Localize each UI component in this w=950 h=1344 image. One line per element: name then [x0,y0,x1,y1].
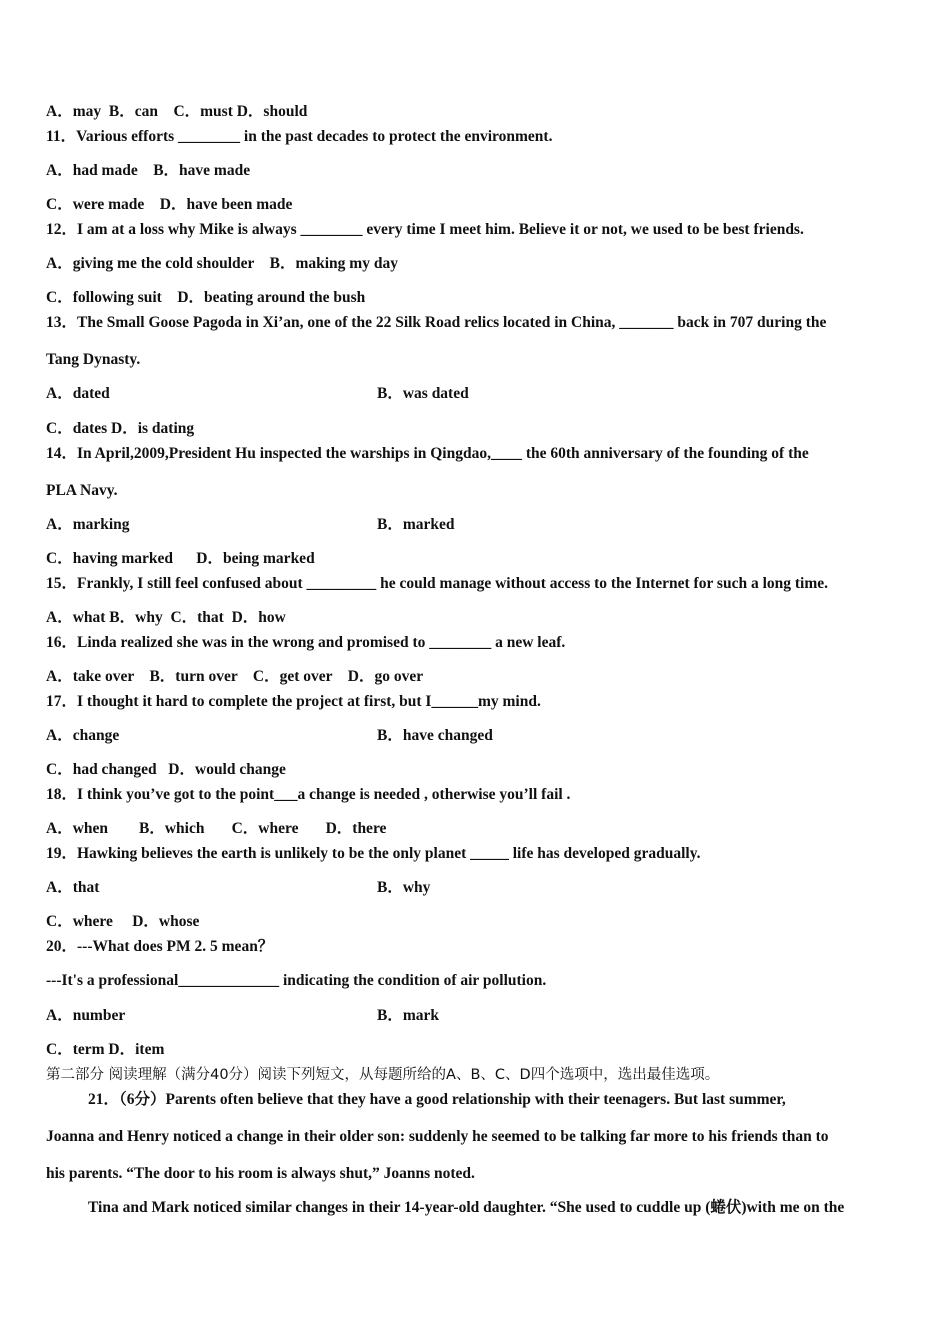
q19-option-a: A．that [46,879,100,896]
q14-option-b: B．marked [377,516,455,533]
q14-option-a: A．marking [46,516,130,533]
q15-stem: 15．Frankly, I still feel confused about _________ he could manage without access to the Internet for such a long time. [46,575,829,592]
q13-stem-line1: 13．The Small Goose Pagoda in Xi’an, one of the 22 Silk Road relics located in China, _______ back in 707 during the [46,314,827,331]
q20-stem-line2: ---It's a professional_____________ indicating the condition of air pollution. [46,972,547,989]
q16-stem: 16．Linda realized she was in the wrong and promised to ________ a new leaf. [46,634,566,651]
q11-options-ab: A．had made B．have made [46,162,251,179]
q17-option-b: B．have changed [377,727,493,744]
q17-stem: 17．I thought it hard to complete the project at first, but I______my mind. [46,693,541,710]
q11-stem: 11．Various efforts ________ in the past decades to protect the environment. [46,128,553,145]
q14-options-cd: C．having marked D．being marked [46,550,315,567]
part2-heading: 第二部分 阅读理解（满分40分）阅读下列短文，从每题所给的A、B、C、D四个选项中，选出最佳选项。 [46,1067,720,1083]
q13-option-b: B．was dated [377,385,469,402]
q15-options: A．what B．why C．that D．how [46,609,286,626]
q19-option-b: B．why [377,879,431,896]
passage-p1-line1: 21．（6分）Parents often believe that they have a good relationship with their teenagers. But last summer, [88,1091,786,1108]
q17-option-a: A．change [46,727,120,744]
passage-p1-line2: Joanna and Henry noticed a change in their older son: suddenly he seemed to be talking far more to his friends than to [46,1128,829,1145]
passage-p1-line3: his parents. “The door to his room is always shut,” Joanns noted. [46,1165,475,1182]
q11-options-cd: C．were made D．have been made [46,196,293,213]
q20-option-a: A．number [46,1007,126,1024]
passage-p2-line1: Tina and Mark noticed similar changes in their 14-year-old daughter. “She used to cuddle up (蜷伏)with me on the [88,1199,845,1216]
q12-options-ab: A．giving me the cold shoulder B．making my day [46,255,398,272]
q19-stem: 19．Hawking believes the earth is unlikely to be the only planet _____ life has developed gradually. [46,845,701,862]
q13-stem-line2: Tang Dynasty. [46,351,141,368]
q14-stem-line2: PLA Navy. [46,482,118,499]
q20-option-b: B．mark [377,1007,440,1024]
q13-options-cd: C．dates D．is dating [46,420,195,437]
q20-stem-line1: 20．---What does PM 2. 5 mean？ [46,938,274,955]
q19-options-cd: C．where D．whose [46,913,200,930]
q14-stem-line1: 14．In April,2009,President Hu inspected the warships in Qingdao,____ the 60th anniversary of the founding of the [46,445,809,462]
q12-options-cd: C．following suit D．beating around the bush [46,289,366,306]
q18-options: A．when B．which C．where D．there [46,820,387,837]
q16-options: A．take over B．turn over C．get over D．go over [46,668,424,685]
q18-stem: 18．I think you’ve got to the point___a change is needed , otherwise you’ll fail . [46,786,571,803]
q20-options-cd: C．term D．item [46,1041,165,1058]
q13-option-a: A．dated [46,385,110,402]
q17-options-cd: C．had changed D．would change [46,761,286,778]
q12-stem: 12．I am at a loss why Mike is always ________ every time I meet him. Believe it or not, we used to be best friends. [46,221,804,238]
q10-options: A．may B．can C．must D．should [46,103,308,120]
